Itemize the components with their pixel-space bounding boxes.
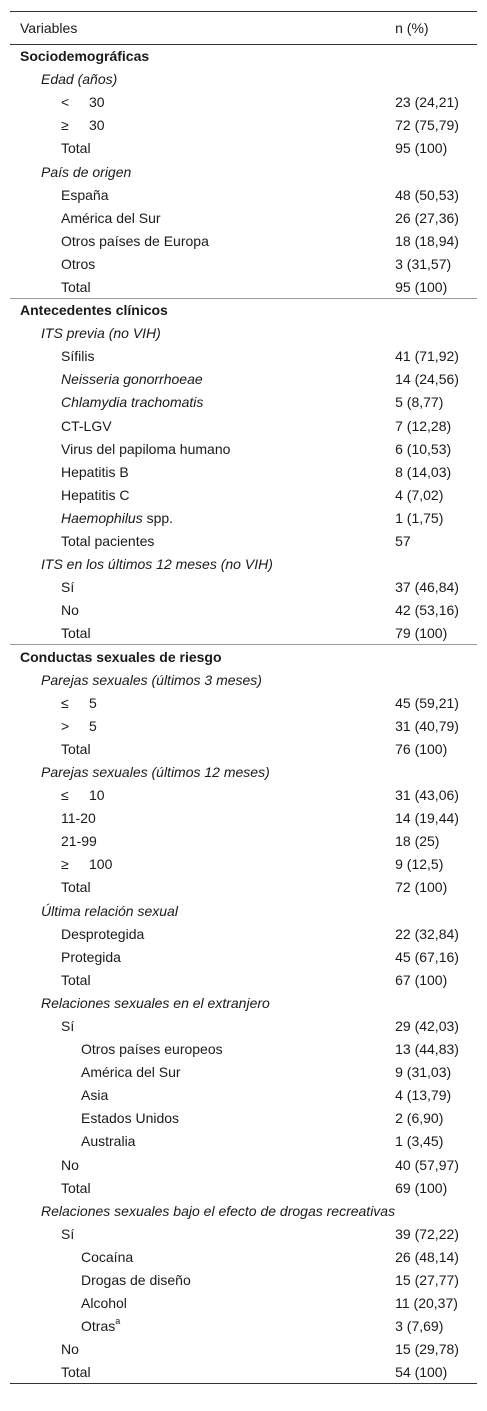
row-label-cell [10, 876, 395, 899]
table-row [10, 529, 477, 552]
row-value: 45 (67,16) [395, 948, 459, 965]
row-label: Chlamydia trachomatis [61, 394, 204, 411]
row-value: 48 (50,53) [395, 186, 459, 203]
row-label-cell [10, 45, 395, 68]
row-label: España [61, 186, 109, 203]
table-row [10, 437, 477, 460]
table-row [10, 1315, 477, 1338]
row-label-cell [10, 1130, 395, 1153]
subsection-row [10, 553, 477, 576]
table-row [10, 368, 477, 391]
table-row [10, 1361, 477, 1384]
row-label: No [61, 602, 79, 619]
row-label-cell [10, 1084, 395, 1107]
row-label: 21-99 [61, 833, 97, 850]
row-value: 18 (25) [395, 833, 440, 850]
section-row [10, 645, 477, 668]
row-label: Edad (años) [41, 71, 118, 88]
table-row [10, 414, 477, 437]
row-label-cell [10, 714, 395, 737]
row-label-cell [10, 737, 395, 760]
section-row [10, 299, 477, 322]
table-body [10, 45, 477, 1384]
row-label: Parejas sexuales (últimos 12 meses) [41, 763, 270, 780]
table-row [10, 737, 477, 760]
row-value: 72 (100) [395, 879, 448, 896]
row-value: 13 (44,83) [395, 1041, 459, 1058]
table-row [10, 229, 477, 252]
row-value: 95 (100) [395, 278, 448, 295]
row-label: CT-LGV [61, 417, 112, 434]
table-row [10, 137, 477, 160]
table-row [10, 1292, 477, 1315]
row-value: 95 (100) [395, 140, 448, 157]
table-row [10, 1176, 477, 1199]
table-row [10, 391, 477, 414]
row-label-cell [10, 1338, 395, 1361]
row-label: Hepatitis C [61, 486, 130, 503]
row-label-cell [10, 1292, 395, 1315]
row-label-cell [10, 553, 395, 576]
row-label-cell [10, 91, 395, 114]
row-value [395, 1199, 477, 1222]
row-value: 26 (48,14) [395, 1248, 459, 1265]
row-value: 18 (18,94) [395, 232, 459, 249]
row-label-cell [10, 160, 395, 183]
row-label: Relaciones sexuales en el extranjero [41, 994, 270, 1011]
comparison-symbol: ≤ [61, 787, 69, 804]
row-label-cell [10, 460, 395, 483]
row-value: 5 (8,77) [395, 394, 444, 411]
table-row [10, 460, 477, 483]
row-label-cell [10, 391, 395, 414]
row-value: 57 [395, 533, 411, 550]
row-label: 10 [89, 787, 105, 804]
row-value: 6 (10,53) [395, 440, 452, 457]
row-value: 40 (57,97) [395, 1156, 459, 1173]
table-row [10, 183, 477, 206]
row-label-cell [10, 322, 395, 345]
row-label: Australia [81, 1133, 136, 1150]
data-table [10, 11, 477, 1384]
row-value: 1 (1,75) [395, 509, 444, 526]
table-row [10, 945, 477, 968]
row-label-cell [10, 137, 395, 160]
row-label-cell [10, 437, 395, 460]
table-row [10, 1038, 477, 1061]
row-label: Total [61, 278, 91, 295]
row-label-cell [10, 899, 395, 922]
row-value: 1 (3,45) [395, 1133, 444, 1150]
row-value: 22 (32,84) [395, 925, 459, 942]
row-label-cell [10, 991, 395, 1014]
row-label-cell [10, 599, 395, 622]
table-row [10, 1153, 477, 1176]
row-label: Otros [61, 255, 96, 272]
row-label: Neisseria gonorrhoeae [61, 371, 203, 388]
row-label: 11-20 [61, 810, 96, 827]
row-value: 9 (12,5) [395, 856, 444, 873]
row-label: Total [61, 625, 91, 642]
comparison-symbol: ≥ [61, 117, 69, 134]
table-row [10, 599, 477, 622]
row-label: América del Sur [81, 1064, 181, 1081]
table-row [10, 1338, 477, 1361]
row-value: 3 (7,69) [395, 1318, 444, 1335]
row-label-cell [10, 622, 395, 645]
row-label-cell [10, 252, 395, 275]
row-label-cell [10, 784, 395, 807]
row-label: 5 [89, 717, 97, 734]
row-value: 69 (100) [395, 1179, 448, 1196]
row-label: Total pacientes [61, 533, 155, 550]
row-label: 30 [89, 94, 105, 111]
subsection-row [10, 68, 477, 91]
subsection-row [10, 322, 477, 345]
row-label-cell [10, 1038, 395, 1061]
row-value [395, 553, 477, 576]
table-row [10, 1107, 477, 1130]
row-label-cell [10, 1268, 395, 1291]
row-label: Otros países de Europa [61, 232, 209, 249]
row-label: Total [61, 1364, 91, 1381]
row-label: Última relación sexual [41, 902, 178, 919]
row-label-cell [10, 275, 395, 298]
row-label-cell [10, 945, 395, 968]
row-value: 15 (27,77) [395, 1272, 459, 1289]
table-row [10, 1222, 477, 1245]
row-label-cell [10, 807, 395, 830]
subsection-row [10, 160, 477, 183]
row-value: 39 (72,22) [395, 1225, 459, 1242]
row-value [395, 899, 477, 922]
row-value: 14 (24,56) [395, 371, 459, 388]
row-label: 30 [89, 117, 105, 134]
row-label-cell [10, 1199, 395, 1222]
table-row [10, 206, 477, 229]
row-label: Sociodemográficas [20, 48, 150, 65]
table-row [10, 506, 477, 529]
table-row [10, 576, 477, 599]
row-label-cell [10, 1153, 395, 1176]
row-label: Total [61, 971, 91, 988]
row-label-cell [10, 691, 395, 714]
row-label-cell [10, 1361, 395, 1384]
row-label-cell [10, 830, 395, 853]
table-row [10, 1245, 477, 1268]
section-row [10, 45, 477, 68]
row-label: Hepatitis B [61, 463, 129, 480]
row-value: 9 (31,03) [395, 1064, 452, 1081]
row-value: 8 (14,03) [395, 463, 452, 480]
row-label: Total [61, 879, 91, 896]
row-label-cell [10, 853, 395, 876]
row-label-suffix: spp. [142, 509, 174, 526]
row-value [395, 668, 477, 691]
table-row [10, 853, 477, 876]
row-label: Sí [61, 1225, 75, 1242]
table-row [10, 1061, 477, 1084]
row-value: 4 (7,02) [395, 486, 444, 503]
row-label: ITS en los últimos 12 meses (no VIH) [41, 556, 273, 573]
table-row [10, 1268, 477, 1291]
row-value [395, 45, 477, 68]
table-row [10, 968, 477, 991]
table-row [10, 876, 477, 899]
table-row [10, 784, 477, 807]
row-value: 37 (46,84) [395, 579, 459, 596]
row-label: Asia [81, 1087, 109, 1104]
row-label-cell [10, 576, 395, 599]
row-label: Desprotegida [61, 925, 145, 942]
row-label-cell [10, 229, 395, 252]
row-label-cell [10, 922, 395, 945]
row-label: Protegida [61, 948, 121, 965]
row-value: 42 (53,16) [395, 602, 459, 619]
row-value: 11 (20,37) [395, 1295, 458, 1312]
row-label-cell [10, 1176, 395, 1199]
comparison-symbol: < [61, 94, 70, 111]
row-value [395, 68, 477, 91]
row-label: Estados Unidos [81, 1110, 180, 1127]
row-label-cell [10, 1222, 395, 1245]
subsection-row [10, 1199, 477, 1222]
row-label-cell [10, 1315, 395, 1338]
row-label: Sí [61, 579, 75, 596]
subsection-row [10, 899, 477, 922]
row-label-cell [10, 506, 395, 529]
row-value: 31 (43,06) [395, 787, 459, 804]
row-value [395, 991, 477, 1014]
row-label-cell [10, 668, 395, 691]
row-label-cell [10, 299, 395, 322]
table-row [10, 483, 477, 506]
comparison-symbol: ≥ [61, 856, 69, 873]
table-row [10, 252, 477, 275]
row-value: 76 (100) [395, 740, 448, 757]
table-row [10, 91, 477, 114]
row-label: 100 [89, 856, 113, 873]
row-label-cell [10, 206, 395, 229]
comparison-symbol: ≤ [61, 694, 69, 711]
row-label: Otras [81, 1318, 116, 1335]
row-value [395, 645, 477, 668]
row-label-cell [10, 114, 395, 137]
row-value: 2 (6,90) [395, 1110, 444, 1127]
row-label: 5 [89, 694, 97, 711]
row-label: Total [61, 740, 91, 757]
row-value [395, 322, 477, 345]
row-label: No [61, 1156, 79, 1173]
subsection-row [10, 668, 477, 691]
table-row [10, 691, 477, 714]
row-label-cell [10, 483, 395, 506]
row-label-cell [10, 414, 395, 437]
subsection-row [10, 991, 477, 1014]
header-variables: Variables [20, 20, 78, 36]
row-label: Relaciones sexuales bajo el efecto de drogas recreativas [41, 1202, 396, 1219]
row-label: País de origen [41, 163, 132, 180]
row-label-cell [10, 529, 395, 552]
table-row [10, 714, 477, 737]
row-value: 4 (13,79) [395, 1087, 452, 1104]
row-label-cell [10, 1014, 395, 1037]
row-label: Sí [61, 1017, 75, 1034]
row-label: Alcohol [81, 1295, 127, 1312]
table-row [10, 830, 477, 853]
row-label: América del Sur [61, 209, 161, 226]
row-label: Haemophilus [61, 509, 143, 526]
row-value: 72 (75,79) [395, 117, 459, 134]
row-label: Total [61, 140, 91, 157]
row-value: 41 (71,92) [395, 348, 459, 365]
row-value: 54 (100) [395, 1364, 448, 1381]
table-row [10, 807, 477, 830]
table-row [10, 1084, 477, 1107]
row-label: Sífilis [61, 348, 95, 365]
row-value [395, 299, 477, 322]
row-label: Conductas sexuales de riesgo [20, 648, 222, 665]
row-label: Cocaína [81, 1248, 134, 1265]
table-header-row [10, 12, 477, 45]
footnote-marker: a [115, 1316, 121, 1327]
row-value: 45 (59,21) [395, 694, 459, 711]
row-label-cell [10, 68, 395, 91]
row-value: 31 (40,79) [395, 717, 459, 734]
row-label: Total [61, 1179, 91, 1196]
row-label: ITS previa (no VIH) [41, 325, 161, 342]
subsection-row [10, 760, 477, 783]
row-label: No [61, 1341, 79, 1358]
row-label: Drogas de diseño [81, 1272, 191, 1289]
row-value [395, 760, 477, 783]
row-value: 15 (29,78) [395, 1341, 459, 1358]
table-row [10, 1130, 477, 1153]
table-row [10, 1014, 477, 1037]
row-label: Parejas sexuales (últimos 3 meses) [41, 671, 262, 688]
row-value: 7 (12,28) [395, 417, 452, 434]
row-label-cell [10, 1107, 395, 1130]
row-label: Antecedentes clínicos [20, 302, 168, 319]
comparison-symbol: > [61, 717, 70, 734]
header-n-percent: n (%) [395, 20, 429, 36]
row-label-cell [10, 760, 395, 783]
row-label-cell [10, 183, 395, 206]
row-value: 14 (19,44) [395, 810, 459, 827]
table-row [10, 345, 477, 368]
row-label-cell [10, 368, 395, 391]
table-row [10, 622, 477, 645]
table-row [10, 114, 477, 137]
row-label-cell [10, 345, 395, 368]
row-label-cell [10, 968, 395, 991]
row-value: 23 (24,21) [395, 94, 459, 111]
table-row [10, 922, 477, 945]
row-value: 29 (42,03) [395, 1017, 459, 1034]
row-label-cell [10, 1061, 395, 1084]
row-value: 67 (100) [395, 971, 448, 988]
row-value: 79 (100) [395, 625, 448, 642]
row-label: Otros países europeos [81, 1041, 223, 1058]
row-value: 26 (27,36) [395, 209, 459, 226]
row-label: Virus del papiloma humano [61, 440, 231, 457]
row-label-cell [10, 645, 395, 668]
table-row [10, 275, 477, 298]
row-label-cell [10, 1245, 395, 1268]
row-value: 3 (31,57) [395, 255, 452, 272]
row-value [395, 160, 477, 183]
